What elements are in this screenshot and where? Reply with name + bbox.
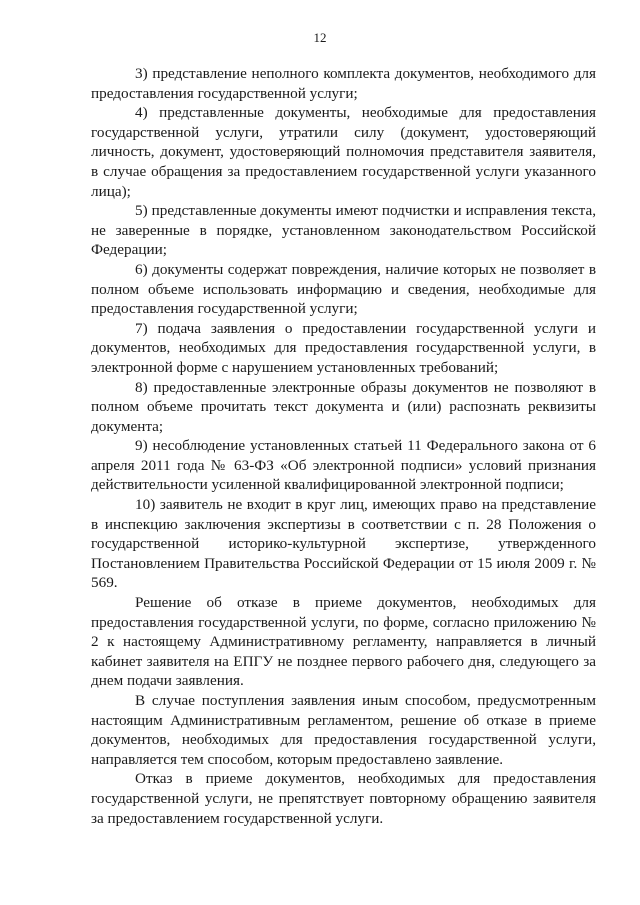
paragraph-item-10: 10) заявитель не входит в круг лиц, имеющих право на представление в инспекцию заключения экспертизы в соответствии с п. 28 Положения о государственной историко-культурной экспертизе, утвержденного Постановлением Правительства Российской Федерации от 15 июля 2009 г. № 569. xyxy=(91,496,596,592)
paragraph-item-3: 3) представление неполного комплекта документов, необходимого для предоставления государственной услуги; xyxy=(91,65,596,102)
document-body xyxy=(91,64,596,828)
paragraph-item-5: 5) представленные документы имеют подчистки и исправления текста, не заверенные в порядке, установленном законодательством Российской Федерации; xyxy=(91,202,596,259)
page-number: 12 xyxy=(313,30,327,45)
paragraph-repeat-request: Отказ в приеме документов, необходимых для предоставления государственной услуги, не препятствует повторному обращению заявителя за предоставлением государственной услуги. xyxy=(91,770,596,827)
paragraph-item-9: 9) несоблюдение установленных статьей 11 Федерального закона от 6 апреля 2011 года № 63-ФЗ «Об электронной подписи» условий признания действительности усиленной квалифицированной электронной подписи; xyxy=(91,437,596,494)
paragraph-refusal-decision: Решение об отказе в приеме документов, необходимых для предоставления государственной услуги, по форме, согласно приложению № 2 к настоящему Административному регламенту, направляется в личный кабинет заявителя на ЕПГУ не позднее первого рабочего дня, следующего за днем подачи заявления. xyxy=(91,594,596,690)
paragraph-item-4: 4) представленные документы, необходимые для предоставления государственной услуги, утратили силу (документ, удостоверяющий личность, документ, удостоверяющий полномочия представителя заявителя, в случае обращения за предоставлением государственной услуги указанного лица); xyxy=(91,104,596,200)
paragraph-item-8: 8) предоставленные электронные образы документов не позволяют в полном объеме прочитать текст документа и (или) распознать реквизиты документа; xyxy=(91,378,596,435)
paragraph-other-method: В случае поступления заявления иным способом, предусмотренным настоящим Административным регламентом, решение об отказе в приеме документов, необходимых для предоставления государственной услуги, направляется тем способом, которым предоставлено заявление. xyxy=(91,692,596,768)
paragraph-item-6: 6) документы содержат повреждения, наличие которых не позволяет в полном объеме использовать информацию и сведения, необходимые для предоставления государственной услуги; xyxy=(91,260,596,318)
paragraph-item-7: 7) подача заявления о предоставлении государственной услуги и документов, необходимых для предоставления государственной услуги, в электронной форме с нарушением установленных требований; xyxy=(91,319,596,376)
